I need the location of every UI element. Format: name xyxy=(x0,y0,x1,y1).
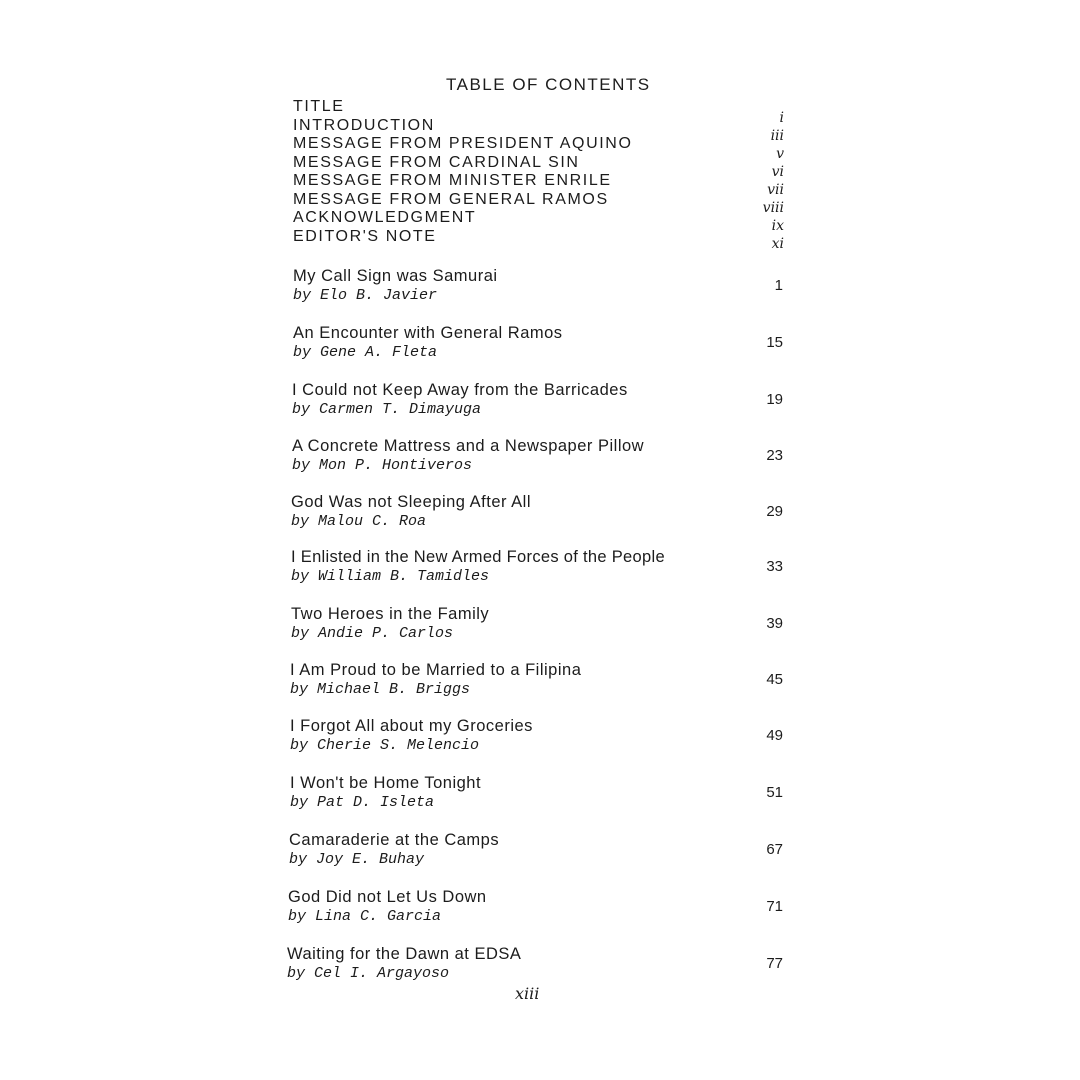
front-matter-page: iii xyxy=(770,128,784,144)
front-matter-item: MESSAGE FROM PRESIDENT AQUINO xyxy=(293,135,633,152)
front-matter-page: v xyxy=(776,146,784,162)
entry-author: by Elo B. Javier xyxy=(293,287,438,304)
entry-page-number: 1 xyxy=(774,277,783,294)
front-matter-page: vii xyxy=(767,182,784,198)
entry-page-number: 33 xyxy=(766,558,783,575)
entry-title: I Could not Keep Away from the Barricades xyxy=(292,381,628,399)
entry-author: by Cherie S. Melencio xyxy=(290,737,480,754)
toc-entry xyxy=(287,381,787,427)
entry-author: by Lina C. Garcia xyxy=(288,908,442,925)
entry-title: Two Heroes in the Family xyxy=(291,605,490,623)
front-matter-page: xi xyxy=(771,236,784,252)
entry-page-number: 67 xyxy=(766,841,783,858)
entry-title: Waiting for the Dawn at EDSA xyxy=(287,945,522,963)
entry-title: Camaraderie at the Camps xyxy=(289,831,500,849)
entry-title: I Forgot All about my Groceries xyxy=(290,717,533,735)
entry-author: by Malou C. Roa xyxy=(291,513,427,530)
front-matter-item: ACKNOWLEDGMENT xyxy=(293,209,477,226)
front-matter-page-numbers xyxy=(740,109,784,253)
entry-title: A Concrete Mattress and a Newspaper Pillow xyxy=(292,437,645,455)
front-matter-item: TITLE xyxy=(293,98,345,115)
page-title: TABLE OF CONTENTS xyxy=(446,75,651,94)
entry-author: by William B. Tamidles xyxy=(291,568,490,585)
page-folio: xiii xyxy=(515,984,540,1003)
entry-author: by Andie P. Carlos xyxy=(291,625,454,642)
toc-entry xyxy=(287,661,787,707)
toc-entry xyxy=(287,493,787,539)
entry-author: by Carmen T. Dimayuga xyxy=(292,401,482,418)
entry-title: God Was not Sleeping After All xyxy=(291,493,532,511)
front-matter-page: ix xyxy=(771,218,784,234)
entry-title: I Won't be Home Tonight xyxy=(290,774,482,792)
entry-author: by Joy E. Buhay xyxy=(289,851,425,868)
toc-entry xyxy=(287,267,787,313)
front-matter-item: MESSAGE FROM CARDINAL SIN xyxy=(293,153,580,171)
entry-page-number: 39 xyxy=(766,615,783,632)
entry-page-number: 77 xyxy=(766,955,783,972)
front-matter-item: MESSAGE FROM GENERAL RAMOS xyxy=(293,190,609,208)
toc-entry xyxy=(287,324,787,370)
toc-entry xyxy=(287,605,787,651)
front-matter-page: i xyxy=(779,110,784,126)
toc-entry xyxy=(287,437,787,483)
entry-title: God Did not Let Us Down xyxy=(288,888,487,906)
front-matter-item: INTRODUCTION xyxy=(293,116,435,134)
toc-entry xyxy=(287,717,787,763)
entry-author: by Mon P. Hontiveros xyxy=(292,457,473,474)
entry-page-number: 45 xyxy=(766,671,783,688)
toc-entry xyxy=(287,774,787,820)
entry-author: by Pat D. Isleta xyxy=(290,794,435,811)
front-matter-item: MESSAGE FROM MINISTER ENRILE xyxy=(293,172,612,189)
front-matter-page: viii xyxy=(762,200,784,216)
front-matter-item: EDITOR'S NOTE xyxy=(293,227,437,245)
entry-author: by Gene A. Fleta xyxy=(293,344,438,361)
entry-title: I Enlisted in the New Armed Forces of the People xyxy=(291,548,665,566)
entry-author: by Michael B. Briggs xyxy=(290,681,471,698)
entry-page-number: 15 xyxy=(766,334,783,351)
entry-author: by Cel I. Argayoso xyxy=(287,965,450,982)
front-matter-page: vi xyxy=(771,164,784,180)
entry-page-number: 23 xyxy=(766,447,783,464)
toc-entry xyxy=(287,831,787,877)
entry-page-number: 49 xyxy=(766,727,783,744)
entry-title: I Am Proud to be Married to a Filipina xyxy=(290,661,582,679)
toc-entry xyxy=(287,548,787,594)
entry-title: My Call Sign was Samurai xyxy=(293,267,498,285)
entry-page-number: 19 xyxy=(766,391,783,408)
front-matter-list xyxy=(293,98,633,246)
entry-page-number: 71 xyxy=(766,898,783,915)
toc-entry xyxy=(287,888,787,934)
entry-title: An Encounter with General Ramos xyxy=(293,324,563,342)
entry-page-number: 51 xyxy=(766,784,783,801)
entry-page-number: 29 xyxy=(766,503,783,520)
